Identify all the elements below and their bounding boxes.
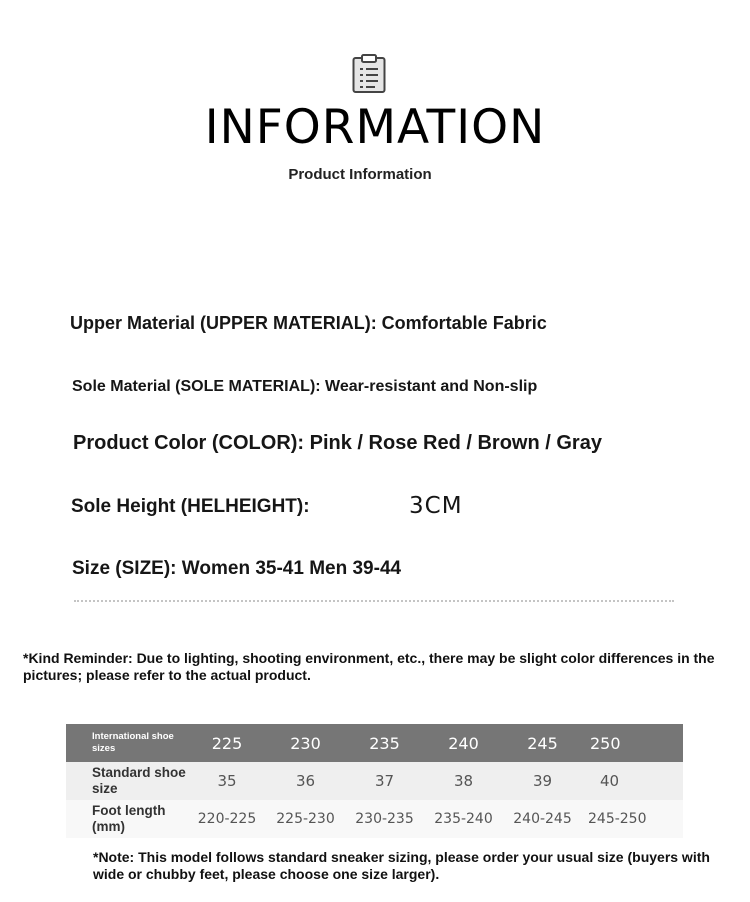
table-cell: 220-225	[197, 811, 257, 827]
table-cell: 37	[374, 772, 395, 790]
spec-sole-height-label: Sole Height (HELHEIGHT):	[71, 496, 310, 517]
table-cell: 38	[453, 772, 474, 790]
table-row	[66, 762, 683, 800]
table-cell: 235-240	[434, 811, 493, 827]
row-header-foot-length: Foot length (mm)	[92, 803, 166, 834]
spec-product-color: Product Color (COLOR): Pink / Rose Red / Brown / Gray	[73, 432, 602, 454]
table-row	[66, 724, 683, 762]
spec-size: Size (SIZE): Women 35-41 Men 39-44	[72, 558, 402, 579]
clipboard-icon	[351, 54, 387, 94]
table-cell: 39	[532, 772, 553, 790]
divider	[74, 600, 674, 602]
table-cell: 36	[295, 772, 316, 790]
spec-upper-material: Upper Material (UPPER MATERIAL): Comfortable Fabric	[70, 313, 547, 333]
kind-reminder: *Kind Reminder: Due to lighting, shooting environment, etc., there may be slight color differences in the pictures; please refer to the actual product.	[23, 650, 715, 683]
row-header-standard: Standard shoe size	[92, 765, 186, 796]
table-cell: 235	[369, 733, 400, 753]
table-cell: 230-235	[355, 811, 414, 827]
sizing-note: *Note: This model follows standard sneaker sizing, please order your usual size (buyers with wide or chubby feet, please choose one size larger).	[93, 849, 710, 882]
table-cell: 245	[527, 733, 558, 753]
spec-sole-height-value: 3CM	[409, 493, 463, 519]
row-header-international: International shoe sizes	[92, 731, 174, 754]
table-cell: 240	[448, 733, 479, 753]
table-cell: 40	[600, 772, 620, 790]
table-cell: 225	[211, 733, 243, 753]
table-cell: 240-245	[513, 811, 572, 827]
table-cell: 250	[590, 733, 621, 753]
table-cell: 230	[290, 733, 321, 753]
table-cell: 225-230	[276, 811, 335, 827]
page-title: INFORMATION	[204, 100, 546, 155]
spec-sole-material: Sole Material (SOLE MATERIAL): Wear-resistant and Non-slip	[72, 378, 538, 395]
table-row	[66, 800, 683, 838]
page-subtitle: Product Information	[288, 166, 432, 183]
table-cell: 245-250	[588, 811, 647, 827]
table-cell: 35	[217, 772, 237, 790]
size-table	[66, 724, 683, 838]
